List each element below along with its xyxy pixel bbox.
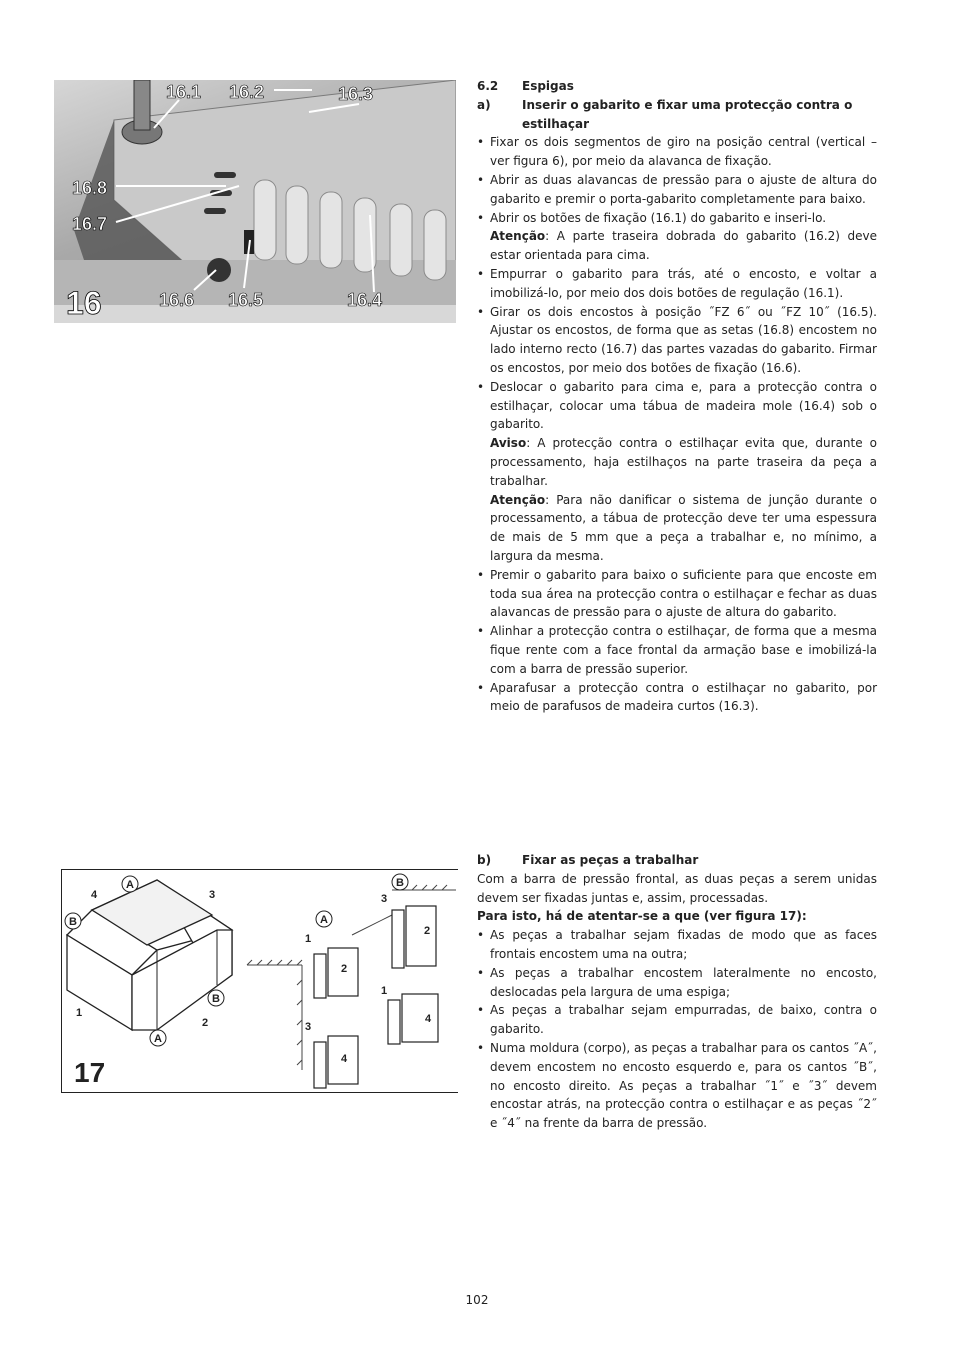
label-16-8: 16.8 [72, 178, 108, 198]
label-16-5: 16.5 [228, 290, 264, 310]
list-item: • As peças a trabalhar sejam empurradas, de baixo, contra o gabarito. [477, 1001, 877, 1039]
label-16-3: 16.3 [338, 84, 374, 104]
corner-label-b-right: B [212, 993, 220, 1005]
detail-label-4-right: 4 [424, 1013, 432, 1025]
corner-label-b-left: B [69, 916, 77, 928]
list-item: • Girar os dois encostos à posição ˝FZ 6˝ ou ˝FZ 10˝ (16.5). Ajustar os encostos, de forma que as setas (16.8) encostem no lado interno recto (16.7) das partes vazadas do gabarito. Firmar os encostos, por meio dos botões de fixação (16.6). [477, 303, 877, 378]
piece-label-1: 1 [75, 1007, 83, 1019]
section-b [477, 851, 877, 1133]
corner-label-a-top: A [126, 879, 134, 891]
detail-label-3-bottom: 3 [304, 1021, 312, 1033]
corner-label-a-bottom: A [154, 1033, 162, 1045]
list-item: • Numa moldura (corpo), as peças a trabalhar para os cantos ˝A˝, devem encostem no encosto esquerdo e, para os cantos ˝B˝, no encosto direito. As peças a trabalhar ˝1˝ e ˝3˝ devem encostar atrás, na protecção contra o estilhaçar e as peças ˝2˝ e ˝4˝ na frente da barra de pressão. [477, 1039, 877, 1133]
list-item: • Abrir as duas alavancas de pressão para o ajuste de altura do gabarito e premir o porta-gabarito completamente para baixo. [477, 171, 877, 209]
list-item: • Empurrar o gabarito para trás, até o encosto, e voltar a imobilizá-lo, por meio dos dois botões de regulação (16.1). [477, 265, 877, 303]
label-16-1: 16.1 [166, 82, 202, 102]
subsection-b-heading [477, 851, 877, 870]
section-a-list-1 [477, 133, 877, 227]
figure-17-drawing [62, 870, 458, 1092]
figure-17-number: 17 [74, 1057, 106, 1088]
corner-label-a-detail: A [320, 914, 328, 926]
section-title: Espigas [522, 79, 574, 93]
figure-17 [61, 869, 458, 1093]
list-item: • Premir o gabarito para baixo o suficiente para que encoste em toda sua área na protecção contra o estilhaçar e fechar as duas alavancas de pressão para o ajuste de altura do gabarito. [477, 566, 877, 622]
section-a-list-3 [477, 566, 877, 716]
corner-label-b-detail: B [396, 877, 404, 889]
list-item: • As peças a trabalhar sejam fixadas de modo que as faces frontais encostem uma na outra; [477, 926, 877, 964]
detail-label-2-left: 2 [340, 963, 348, 975]
label-16-6: 16.6 [159, 290, 195, 310]
figure-16 [54, 80, 456, 323]
note-warning: Aviso: A protecção contra o estilhaçar evita que, durante o processamento, haja estilhaços na parte traseira da peça a trabalhar. [490, 436, 877, 488]
detail-label-3-top: 3 [380, 893, 388, 905]
section-a-list-2 [477, 265, 877, 434]
figure-16-number: 16 [66, 285, 102, 321]
page-number: 102 [465, 1293, 489, 1307]
label-16-7: 16.7 [72, 214, 108, 234]
piece-label-3: 3 [208, 889, 216, 901]
section-number: 6.2 [477, 79, 499, 93]
detail-label-4-bottom: 4 [340, 1053, 348, 1065]
section-b-list [477, 926, 877, 1133]
figure-16-drawing [54, 80, 456, 323]
subsection-a-heading [477, 96, 877, 134]
list-item: • Aparafusar a protecção contra o estilhaçar no gabarito, por meio de parafusos de madeira curtos (16.3). [477, 679, 877, 717]
label-16-2: 16.2 [229, 82, 265, 102]
detail-label-1-left: 1 [304, 933, 312, 945]
subsection-b-title: Fixar as peças a trabalhar [522, 853, 699, 867]
section-heading [477, 77, 877, 96]
detail-label-1-right: 1 [380, 985, 388, 997]
subsection-b-number: b) [477, 853, 492, 867]
subsection-a-number: a) [477, 97, 491, 112]
piece-label-4: 4 [90, 889, 98, 901]
piece-label-2: 2 [201, 1017, 209, 1029]
subsection-a-title: Inserir o gabarito e fixar uma protecção contra o estilhaçar [522, 97, 853, 131]
section-a [477, 77, 877, 716]
note-attention-2: Atenção: Para não danificar o sistema de junção durante o processamento, a tábua de protecção deve ter uma espessura de mais de 5 mm que a peça a trabalhar e, no mínimo, a largura da mesma. [490, 492, 877, 563]
list-item: • Deslocar o gabarito para cima e, para a protecção contra o estilhaçar, colocar uma tábua de madeira mole (16.4) sob o gabarito. [477, 378, 877, 434]
detail-label-2-top: 2 [423, 925, 431, 937]
section-b-lead: Para isto, há de atentar-se a que (ver figura 17): [477, 909, 807, 924]
note-attention-1: Atenção: A parte traseira dobrada do gabarito (16.2) deve estar orientada para cima. [490, 229, 877, 263]
list-item: • Fixar os dois segmentos de giro na posição central (vertical – ver figura 6), por meio da alavanca de fixação. [477, 133, 877, 171]
list-item: • Abrir os botões de fixação (16.1) do gabarito e inseri-lo. [477, 209, 877, 228]
label-16-4: 16.4 [347, 290, 383, 310]
section-b-intro: Com a barra de pressão frontal, as duas peças a serem unidas devem ser fixadas juntas e, assim, processadas. [477, 871, 877, 905]
list-item: • As peças a trabalhar encostem lateralmente no encosto, deslocadas pela largura de uma espiga; [477, 964, 877, 1002]
list-item: • Alinhar a protecção contra o estilhaçar, de forma que a mesma fique rente com a face frontal da armação base e imobilizá-la com a barra de pressão superior. [477, 622, 877, 678]
